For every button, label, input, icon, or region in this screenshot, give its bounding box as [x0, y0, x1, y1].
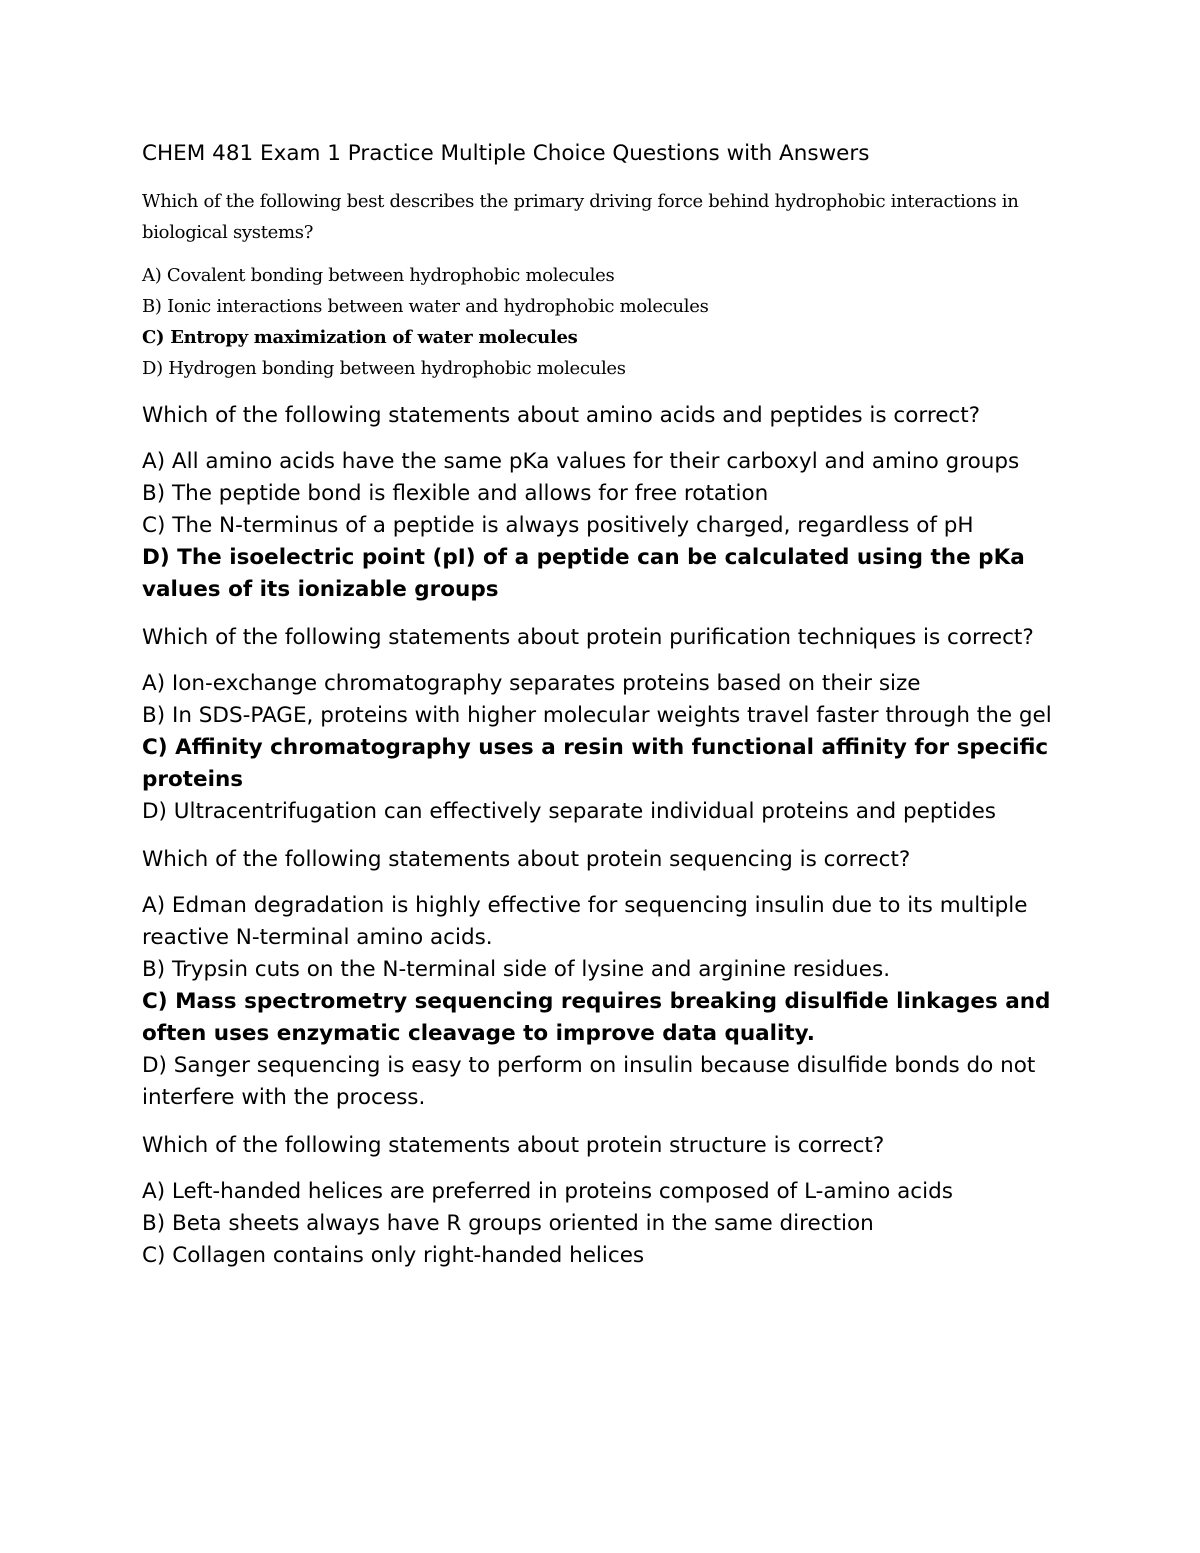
option-b: B) In SDS-PAGE, proteins with higher molecular weights travel faster through the gel	[142, 703, 1052, 728]
question-text: Which of the following statements about amino acids and peptides is correct?	[142, 403, 981, 428]
option-b: B) Trypsin cuts on the N-terminal side of lysine and arginine residues.	[142, 957, 891, 982]
question-block-5	[142, 1130, 1072, 1272]
question-block-2	[142, 400, 1072, 606]
option-list	[142, 260, 1072, 384]
question-text: Which of the following statements about protein purification techniques is correct?	[142, 625, 1034, 650]
option-list	[142, 1176, 1072, 1272]
option-a: A) Covalent bonding between hydrophobic molecules	[142, 265, 615, 286]
question-text: Which of the following best describes the primary driving force behind hydrophobic interactions in biological systems?	[142, 191, 1019, 243]
option-c: C) Collagen contains only right-handed helices	[142, 1243, 645, 1268]
option-a: A) Ion-exchange chromatography separates proteins based on their size	[142, 671, 921, 696]
question-block-3	[142, 622, 1072, 828]
option-d: D) Sanger sequencing is easy to perform on insulin because disulfide bonds do not interfere with the process.	[142, 1053, 1036, 1110]
option-b: B) The peptide bond is flexible and allows for free rotation	[142, 481, 769, 506]
option-list	[142, 446, 1072, 606]
option-b: B) Ionic interactions between water and hydrophobic molecules	[142, 296, 709, 317]
option-b: B) Beta sheets always have R groups oriented in the same direction	[142, 1211, 874, 1236]
document-title: CHEM 481 Exam 1 Practice Multiple Choice Questions with Answers	[142, 141, 870, 166]
option-c-correct-answer: C) Entropy maximization of water molecules	[142, 327, 578, 348]
question-block-4	[142, 844, 1072, 1114]
option-c: C) The N-terminus of a peptide is always positively charged, regardless of pH	[142, 513, 974, 538]
option-c-correct-answer: C) Mass spectrometry sequencing requires breaking disulfide linkages and often uses enzymatic cleavage to improve data quality.	[142, 989, 1051, 1046]
question-text: Which of the following statements about protein structure is correct?	[142, 1133, 885, 1158]
option-a: A) Left-handed helices are preferred in proteins composed of L-amino acids	[142, 1179, 953, 1204]
option-list	[142, 890, 1072, 1114]
option-a: A) All amino acids have the same pKa values for their carboxyl and amino groups	[142, 449, 1020, 474]
question-text: Which of the following statements about protein sequencing is correct?	[142, 847, 911, 872]
document-page	[142, 138, 1072, 1288]
option-c-correct-answer: C) Affinity chromatography uses a resin with functional affinity for specific proteins	[142, 735, 1049, 792]
question-block-1	[142, 186, 1072, 384]
option-list	[142, 668, 1072, 828]
option-d: D) Ultracentrifugation can effectively separate individual proteins and peptides	[142, 799, 996, 824]
option-d: D) Hydrogen bonding between hydrophobic molecules	[142, 358, 626, 379]
option-d-correct-answer: D) The isoelectric point (pI) of a peptide can be calculated using the pKa values of its ionizable groups	[142, 545, 1025, 602]
option-a: A) Edman degradation is highly effective for sequencing insulin due to its multiple reactive N-terminal amino acids.	[142, 893, 1028, 950]
